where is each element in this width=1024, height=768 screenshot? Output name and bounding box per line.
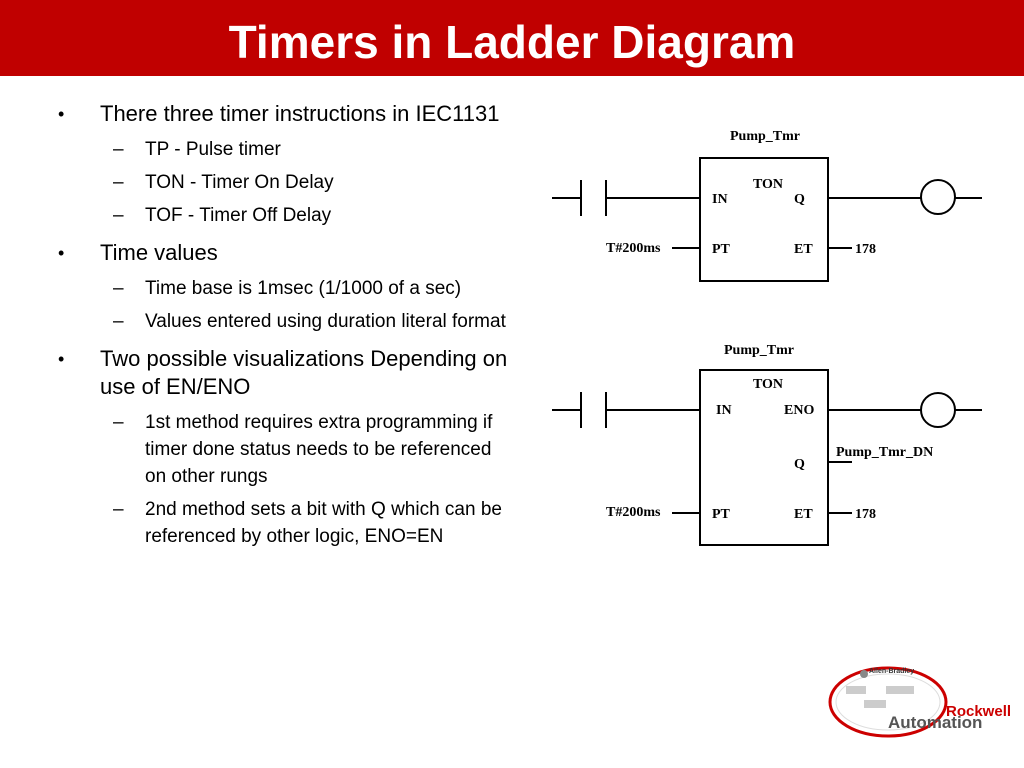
et-pin-label: ET [794,507,813,522]
allen-bradley-icon [860,670,868,678]
logo-name-top: Rockwell [946,703,1012,720]
logo-allen-bradley: Allen-Bradley [869,668,915,675]
dash-mark: – [113,172,124,193]
in-pin-label: IN [716,403,732,418]
bullet-mark: • [58,104,65,124]
bullet-mark: • [58,349,65,369]
preset-value: T#200ms [606,505,661,520]
pt-pin-label: PT [712,242,730,257]
sub-bullet-text: TON - Timer On Delay [145,172,334,193]
pt-pin-label: PT [712,507,730,522]
sub-bullet-text: Values entered using duration literal format [145,311,506,332]
reliance-badge [846,686,866,694]
output-coil [921,180,955,214]
et-pin-label: ET [794,242,813,257]
sub-bullet-text: Time base is 1msec (1/1000 of a sec) [145,278,462,299]
eno-pin-label: ENO [784,403,815,418]
elapsed-value: 178 [855,507,876,522]
dash-mark: – [113,139,124,160]
dodge-badge [886,686,914,694]
preset-value: T#200ms [606,241,661,256]
bullet-text: Time values [100,240,218,265]
timer-type-label: TON [752,377,784,392]
dash-mark: – [113,412,124,433]
sub-bullet-text: 1st method requires extra programming if timer done status needs to be referenced on other rungs [145,412,493,487]
bullet-text: Two possible visualizations Depending on use of EN/ENO [100,346,508,399]
timer-type-label: TON [752,177,784,192]
bullet-text: There three timer instructions in IEC1131 [100,101,500,126]
sub-bullet-text: TOF - Timer Off Delay [145,205,332,226]
dash-mark: – [113,311,124,332]
timer-tag-label: Pump_Tmr [730,129,800,144]
q-pin-label: Q [794,457,805,472]
logo-name-bottom: Automation [888,713,983,732]
in-pin-label: IN [712,192,728,207]
bullet-mark: • [58,243,65,263]
dash-mark: – [113,499,124,520]
done-bit-label: Pump_Tmr_DN [836,445,934,460]
slide-title: Timers in Ladder Diagram [228,16,796,68]
sub-bullet-text: 2nd method sets a bit with Q which can be referenced by other logic, ENO=EN [145,499,502,547]
baldor-badge [864,700,886,708]
timer-tag-label: Pump_Tmr [724,343,794,358]
elapsed-value: 178 [855,242,876,257]
q-pin-label: Q [794,192,805,207]
dash-mark: – [113,205,124,226]
sub-bullet-text: TP - Pulse timer [145,139,281,160]
dash-mark: – [113,278,124,299]
output-coil [921,393,955,427]
